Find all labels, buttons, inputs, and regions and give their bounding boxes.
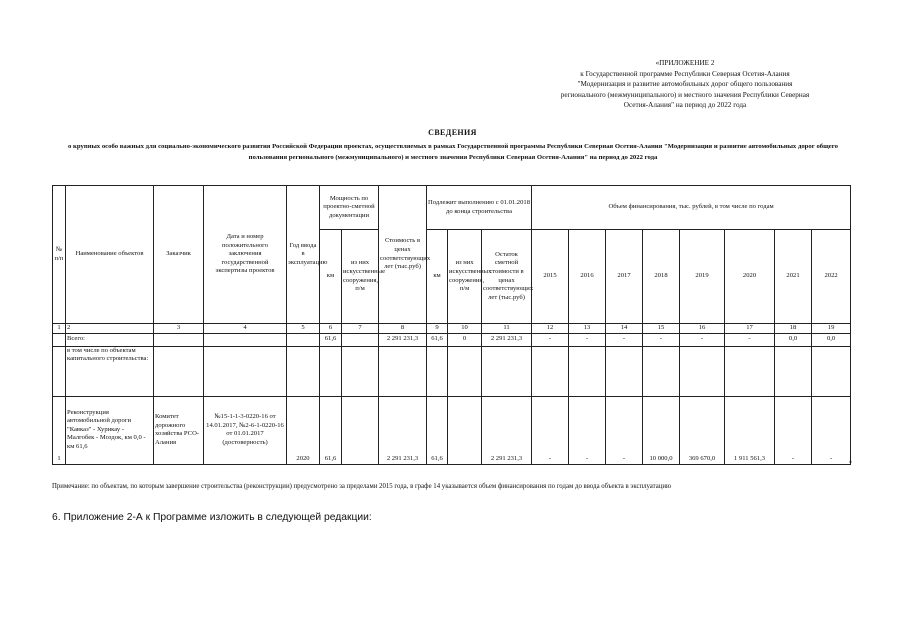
header-year: Год ввода в эксплуатацию [287,186,320,324]
object-year: 2020 [287,396,320,464]
appendix-line-2: к Государственной программе Республики Северная Осетия-Алания [580,69,790,78]
total-2016: - [569,333,606,346]
header-cost: Стоимость в ценах соответствующих лет (тыс.руб) [379,186,427,324]
object-2022: - [812,396,851,464]
total-2018: - [643,333,680,346]
col-num: 13 [569,324,606,334]
col-num: 7 [342,324,379,334]
col-num: 1 [53,324,66,334]
table-row-total [53,333,851,346]
total-km-2: 61,6 [427,333,448,346]
total-2022: 0,0 [812,333,851,346]
object-name: Реконструкция автомобильной дороги "Кавказ" - Хурикау - Малгобек - Моздок, км 0,0 - км 61,6 [66,396,154,464]
header-year-2020: 2020 [725,230,775,324]
header-num: № п/п [53,186,66,324]
object-2015: - [532,396,569,464]
col-num: 2 [66,324,154,334]
table-row-subheading [53,346,851,396]
closing-quote: » [849,459,852,465]
total-rest: 2 291 231,3 [482,333,532,346]
table-note: Примечание: по объектам, по которым завершение строительства (реконструкции) предусмотрено за пределами 2015 года, в графе 14 указывается объем финансирования по годам до ввода объекта в эксплуатацию [52,483,672,490]
col-num: 19 [812,324,851,334]
total-km: 61,6 [320,333,342,346]
col-num: 4 [204,324,287,334]
header-artificial: из них искусственные сооружения, п/м [342,230,379,324]
object-customer: Комитет дорожного хозяйства РСО-Алания [154,396,204,464]
col-num: 17 [725,324,775,334]
projects-table [52,185,851,465]
object-num: 1 [53,396,66,464]
header-km-2: км [427,230,448,324]
header-year-2018: 2018 [643,230,680,324]
col-num: 18 [775,324,812,334]
col-num: 10 [448,324,482,334]
col-num: 16 [680,324,725,334]
col-num: 6 [320,324,342,334]
header-expertise: Дата и номер положительного заключения государственной экспертизы проектов [204,186,287,324]
col-num: 3 [154,324,204,334]
total-2021: 0,0 [775,333,812,346]
object-rest: 2 291 231,3 [482,396,532,464]
object-km: 61,6 [320,396,342,464]
header-rest: Остаток сметной стоимости в ценах соответствующих лет (тыс.руб) [482,230,532,324]
object-2016: - [569,396,606,464]
object-expertise: №15-1-1-3-0220-16 от 14.01.2017, №2-6-1-0220-16 от 01.01.2017 (достоверность) [204,396,287,464]
total-2020: - [725,333,775,346]
col-num: 9 [427,324,448,334]
col-num: 15 [643,324,680,334]
appendix-line-3: "Модернизация и развитие автомобильных дорог общего пользования [577,80,793,88]
header-year-2015: 2015 [532,230,569,324]
col-num: 12 [532,324,569,334]
header-km: км [320,230,342,324]
object-2021: - [775,396,812,464]
total-2019: - [680,333,725,346]
header-year-2022: 2022 [812,230,851,324]
header-remaining: Подлежит выполнению с 01.01.2018 до конца строительства [427,186,532,230]
subheading-label: в том числе по объектам капитального строительства: [66,346,154,396]
object-2018: 10 000,0 [643,396,680,464]
total-2017: - [606,333,643,346]
total-label: Всего: [66,333,154,346]
total-artificial-2: 0 [448,333,482,346]
amendment-paragraph: 6. Приложение 2-А к Программе изложить в следующей редакции: [52,512,372,523]
appendix-header [520,58,850,111]
column-number-row [53,324,851,334]
col-num: 11 [482,324,532,334]
header-year-2017: 2017 [606,230,643,324]
object-2020: 1 911 561,3 [725,396,775,464]
col-num: 14 [606,324,643,334]
appendix-line-4: регионального (межмуниципального) и местного значения Республики Северная [560,90,810,99]
object-2019: 369 670,0 [680,396,725,464]
appendix-line-1: «ПРИЛОЖЕНИЕ 2 [655,59,715,67]
header-artificial-2: из них искусственных сооружения, п/м [448,230,482,324]
table-row-object [53,396,851,464]
header-customer: Заказчик [154,186,204,324]
header-year-2019: 2019 [680,230,725,324]
document-title: СВЕДЕНИЯ [428,128,477,137]
col-num: 5 [287,324,320,334]
document-subtitle: о крупных особо важных для социально-экономического развития Российской Федерации проектах, осуществляемых в рамках Государственной программы Республики Северная Осетия-Алания "Модернизация и развитие автомобильных дорог общего пользования регионального (межмуниципального) и местного значения Республики Северная Осетия-Алания" на период до 2022 года [68,143,838,161]
header-capacity: Мощность по проектно-сметной документации [320,186,379,230]
header-year-2016: 2016 [569,230,606,324]
object-2017: - [606,396,643,464]
appendix-line-5: Осетия-Алания" на период до 2022 года [623,101,747,109]
object-cost: 2 291 231,3 [379,396,427,464]
header-name: Наименование объектов [66,186,154,324]
header-financing: Объем финансирования, тыс. рублей, в том числе по годам [532,186,851,230]
total-cost: 2 291 231,3 [379,333,427,346]
col-num: 8 [379,324,427,334]
header-year-2021: 2021 [775,230,812,324]
object-km-2: 61,6 [427,396,448,464]
total-2015: - [532,333,569,346]
